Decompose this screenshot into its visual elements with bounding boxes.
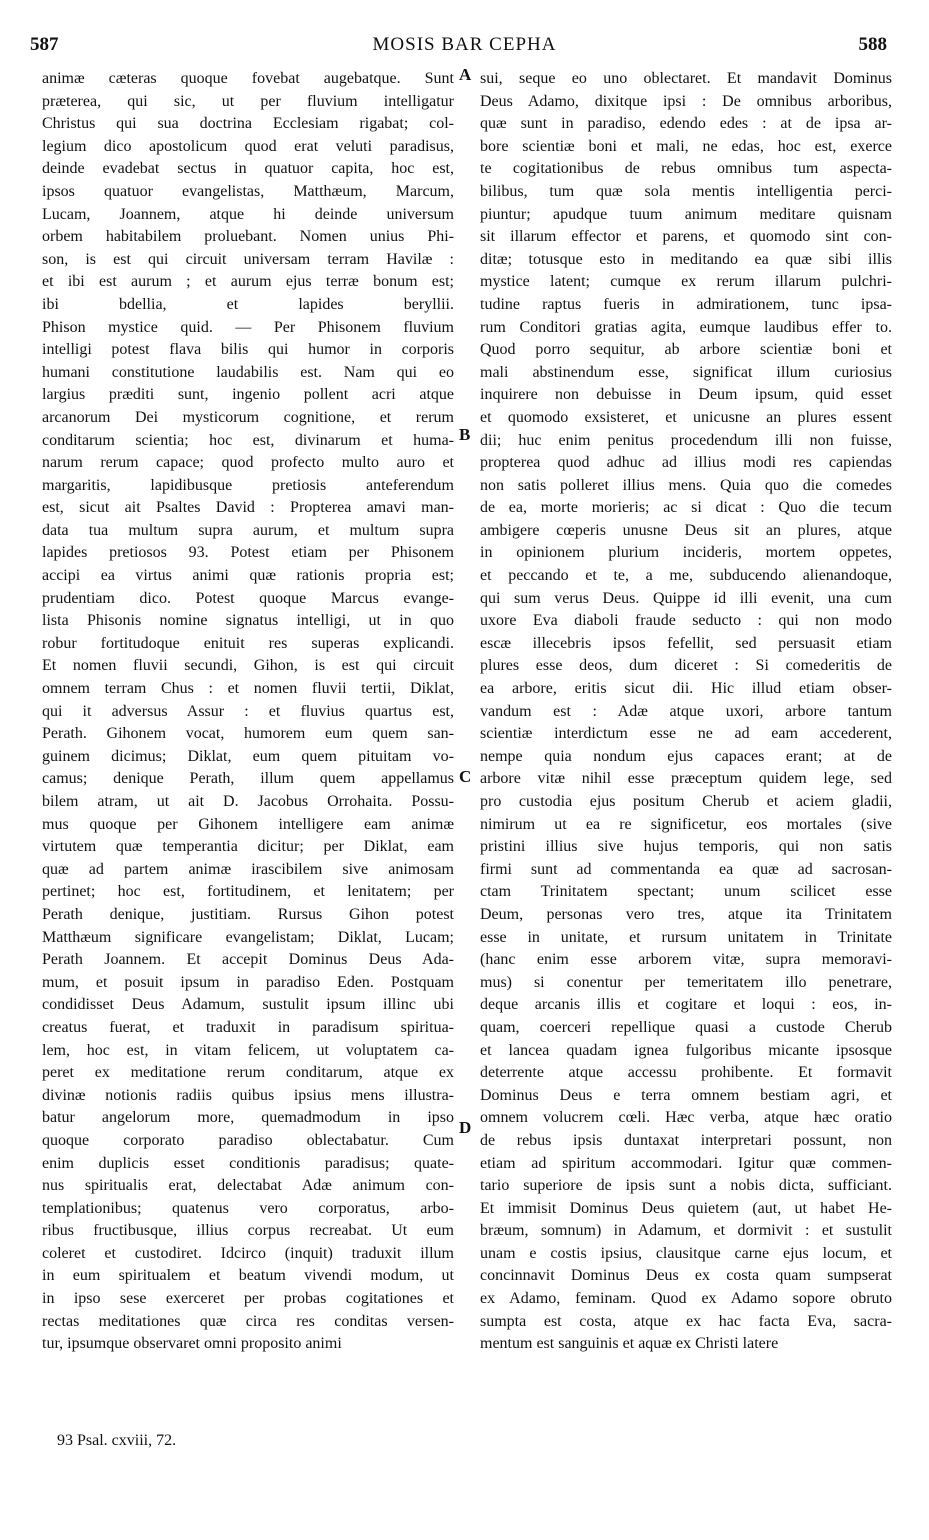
text-line: lem, hoc est, in vitam felicem, ut voluptatem ca- bbox=[42, 1041, 454, 1059]
text-line: mus quoque per Gihonem intelligere eam animæ bbox=[42, 815, 454, 833]
text-line: accipi ea virtus animi quæ rationis propria est; bbox=[42, 567, 454, 585]
text-line: pertinet; hoc est, fortitudinem, et lenitatem; per bbox=[42, 883, 454, 901]
text-line: dii; huc enim penitus procedendum illi non fuisse, bbox=[480, 431, 892, 449]
text-line: etiam ad spiritum accommodari. Igitur quæ commen- bbox=[480, 1154, 892, 1172]
text-line: ex Adamo, feminam. Quod ex Adamo sopore obruto bbox=[480, 1290, 892, 1308]
text-line: ipsos quatuor evangelistas, Matthæum, Marcum, bbox=[42, 182, 454, 200]
text-line: nus spiritualis erat, delectabat Adæ animum con- bbox=[42, 1177, 454, 1195]
text-line: scientiæ interdictum esse ne ad eam accederent, bbox=[480, 725, 892, 743]
text-line: Deus Adamo, dixitque ipsi : De omnibus arboribus, bbox=[480, 92, 892, 110]
text-line: bilibus, tum quæ sola mentis intelligentia perci- bbox=[480, 182, 892, 200]
text-line: largius præditi sunt, ingenio pollent acri atque bbox=[42, 386, 454, 404]
text-line: in eum spiritualem et beatum vivendi modum, ut bbox=[42, 1267, 454, 1285]
text-line: Perath Joannem. Et accepit Dominus Deus Ada- bbox=[42, 951, 454, 969]
text-line: coleret et custodiret. Idcirco (inquit) traduxit illum bbox=[42, 1244, 454, 1262]
text-line: arbore vitæ nihil esse præceptum quidem lege, sed bbox=[480, 770, 892, 788]
text-line: mum, et posuit ipsum in paradiso Eden. Postquam bbox=[42, 973, 454, 991]
text-line: guinem dicimus; Diklat, eum quem pituitam vo- bbox=[42, 747, 454, 765]
text-line: mus) si conentur per temeritatem illo penetrare, bbox=[480, 973, 892, 991]
text-line: in opinionem plurium incideris, mortem oppetes, bbox=[480, 544, 892, 562]
text-line: et ibi est aurum ; et aurum ejus terræ bonum est; bbox=[42, 273, 454, 291]
running-head: MOSIS BAR CEPHA bbox=[372, 34, 557, 55]
margin-marker-b: B bbox=[459, 425, 471, 444]
text-line: deque arcanis illis et cogitare et loqui : eos, in- bbox=[480, 996, 892, 1014]
text-line: mali abstinendum esse, significat illum curiosius bbox=[480, 363, 892, 381]
text-line: legium dico apostolicum quod erat veluti paradisus, bbox=[42, 137, 454, 155]
text-line: unam e costis ipsius, clausitque carne ejus locum, et bbox=[480, 1244, 892, 1262]
text-line: omnem volucrem cœli. Hæc verba, atque hæc oratio bbox=[480, 1109, 892, 1127]
text-line: quoque corporato paradiso oblectabatur. Cum bbox=[42, 1131, 454, 1149]
text-line: sit illarum effector et parens, et quomodo sint con- bbox=[480, 228, 892, 246]
text-line: lapides pretiosos 93. Potest etiam per Phisonem bbox=[42, 544, 454, 562]
text-line: tur, ipsumque observaret omni proposito animi bbox=[42, 1335, 342, 1353]
text-line: tario superiore de ipsis sunt a nobis dicta, sufficiant. bbox=[480, 1177, 892, 1195]
text-line: uxore Eva diaboli fraude seducto : qui non modo bbox=[480, 612, 892, 630]
text-line: peret ex meditatione rerum conditarum, atque ex bbox=[42, 1064, 454, 1082]
text-line: propterea quod adhuc ad illius modi res capiendas bbox=[480, 454, 892, 472]
text-line: lista Phisonis nomine signatus intelligi, ut in quo bbox=[42, 612, 454, 630]
text-line: esse in unitate, et rursum unitatem in Trinitate bbox=[480, 928, 892, 946]
text-line: inquirere non debuisse in Deum ipsum, quid esset bbox=[480, 386, 892, 404]
text-line: prudentiam dico. Potest quoque Marcus evange- bbox=[42, 589, 454, 607]
text-line: bilem atram, ut ait D. Jacobus Orrohaita. Possu- bbox=[42, 793, 454, 810]
text-line: Phison mystice quid. — Per Phisonem fluvium bbox=[42, 318, 454, 336]
text-line: creatus fuerat, et traduxit in paradisum spiritua- bbox=[42, 1018, 454, 1036]
text-line: vandum est : Adæ atque uxori, arbore tantum bbox=[480, 702, 892, 720]
text-line: templationibus; quatenus vero corporatus, arbo- bbox=[42, 1199, 454, 1217]
text-line: batur angelorum more, quemadmodum in ipso bbox=[42, 1109, 454, 1127]
text-line: Quod porro sequitur, ab arbore scientiæ boni et bbox=[480, 341, 892, 359]
text-line: mentum est sanguinis et aquæ ex Christi latere bbox=[480, 1335, 779, 1353]
text-line: conditarum scientia; hoc est, divinarum et huma- bbox=[42, 431, 454, 449]
text-line: condidisset Deus Adamum, sustulit ipsum illinc ubi bbox=[42, 996, 454, 1014]
text-line: escæ illecebris ipsos fefellit, sed persuasit etiam bbox=[480, 634, 892, 652]
text-line: sui, seque eo uno oblectaret. Et mandavit Dominus bbox=[480, 70, 892, 87]
text-line: nempe quia nondum ejus capaces erant; at de bbox=[480, 747, 892, 765]
text-line: intelligi potest flava bilis qui humor in corporis bbox=[42, 341, 454, 359]
text-line: pro custodia ejus positum Cherub et aciem gladii, bbox=[480, 793, 892, 810]
text-line: quæ sunt in paradiso, edendo edes : at de ipsa ar- bbox=[480, 115, 892, 133]
text-line: te cogitationibus de rebus omnibus tum aspecta- bbox=[480, 160, 892, 178]
text-line: plures esse deos, dum diceret : Si comederitis de bbox=[480, 657, 892, 675]
text-line: Christus qui sua doctrina Ecclesiam rigabat; col- bbox=[42, 115, 454, 133]
text-line: arcanorum Dei mysticorum cognitione, et rerum bbox=[42, 408, 454, 426]
page-number-right: 588 bbox=[858, 34, 887, 55]
text-line: orbem habitabilem proluebant. Nomen unius Phi- bbox=[42, 228, 454, 246]
text-line: divinæ notionis radiis quibus ipsius mens illustra- bbox=[42, 1086, 454, 1104]
text-line: humani constitutione laudabilis est. Nam qui eo bbox=[42, 363, 454, 381]
text-line: mystice latent; cumque ex rerum illarum pulchri- bbox=[480, 273, 892, 291]
text-line: camus; denique Perath, illum quem appellamus bbox=[42, 770, 454, 788]
page-number-left: 587 bbox=[30, 34, 59, 55]
text-line: deinde evadebat sectus in quatuor capita, hoc est, bbox=[42, 160, 454, 178]
text-line: data tua multum supra aurum, et multum supra bbox=[42, 521, 454, 539]
text-line: animæ cæteras quoque fovebat augebatque. Sunt bbox=[42, 70, 454, 87]
text-line: tudine raptus fueris in admirationem, tunc ipsa- bbox=[480, 295, 892, 313]
text-line: Dominus Deus e terra omnem bestiam agri, et bbox=[480, 1086, 892, 1104]
text-line: et lancea quadam ignea fulgoribus micante ipsosque bbox=[480, 1041, 892, 1059]
text-line: robur fortitudoque enituit res superas explicandi. bbox=[42, 634, 454, 652]
text-line: narum rerum capace; quod profecto multo auro et bbox=[42, 454, 454, 472]
text-line: ribus fructibusque, illius corpus recreabat. Ut eum bbox=[42, 1222, 454, 1240]
footnote: 93 Psal. cxviii, 72. bbox=[57, 1432, 177, 1449]
text-line: bræum, somnum) in Adamum, et dormivit : et sustulit bbox=[480, 1222, 892, 1240]
text-line: ditæ; totusque esto in meditando ea quæ sibi illis bbox=[480, 250, 892, 268]
text-line: rectas meditationes quæ circa res conditas versen- bbox=[42, 1312, 454, 1330]
text-line: rum Conditori gratias agita, eumque laudibus effer to. bbox=[480, 318, 892, 336]
text-line: piuntur; apudque tuum animum meditare quisnam bbox=[480, 205, 892, 223]
text-line: sumpta est costa, atque ex hac facta Eva, sacra- bbox=[480, 1312, 892, 1330]
text-line: ambigere cœperis unusne Deus sit an plures, atque bbox=[480, 521, 892, 539]
text-line: ibi bdellia, et lapides beryllii. bbox=[42, 295, 454, 313]
text-line: son, is est qui circuit universam terram Havilæ : bbox=[42, 250, 454, 268]
text-line: bore scientiæ boni et mali, ne edas, hoc est, exerce bbox=[480, 137, 892, 155]
text-line: et quomodo exsisteret, et unicusne an plures essent bbox=[480, 408, 892, 426]
margin-marker-c: C bbox=[459, 767, 472, 786]
text-line: deterrente atque accessu prohibente. Et formavit bbox=[480, 1064, 892, 1082]
text-line: enim duplicis esset conditionis paradisus; quate- bbox=[42, 1154, 454, 1172]
text-line: Perath denique, justitiam. Rursus Gihon potest bbox=[42, 905, 454, 923]
text-line: qui it adversus Assur : et fluvius quartus est, bbox=[42, 702, 454, 720]
margin-marker-a: A bbox=[459, 65, 472, 84]
text-line: quam, coerceri repellique quasi a custode Cherub bbox=[480, 1018, 892, 1036]
text-line: ctam Trinitatem spectant; unum scilicet esse bbox=[480, 883, 892, 901]
text-line: præterea, qui sic, ut per fluvium intelligatur bbox=[42, 92, 454, 110]
text-line: qui sum verus Deus. Quippe id illi evenit, una cum bbox=[480, 589, 892, 607]
text-line: ea arbore, eritis sicut dii. Hic illud etiam obser- bbox=[480, 680, 892, 698]
text-line: Et nomen fluvii secundi, Gihon, is est qui circuit bbox=[42, 657, 454, 675]
text-line: et peccando et te, a me, subducendo alienandoque, bbox=[480, 567, 892, 585]
text-line: Lucam, Joannem, atque hi deinde universum bbox=[42, 205, 454, 223]
text-line: de ea, morte morieris; ac si dicat : Quo die tecum bbox=[480, 499, 892, 517]
text-line: (hanc enim esse arborem vitæ, supra memoravi- bbox=[480, 951, 892, 969]
text-line: concinnavit Dominus Deus ex costa quam sumpserat bbox=[480, 1267, 892, 1285]
text-line: Deum, personas vero tres, atque ita Trinitatem bbox=[480, 905, 892, 923]
text-line: nimirum ut ea re significetur, eos mortales (sive bbox=[480, 815, 892, 833]
text-line: virtutem quæ temperantia dicitur; per Diklat, eam bbox=[42, 838, 454, 856]
left-column bbox=[42, 68, 454, 1356]
text-line: pristini illius sive hujus temporis, qui non satis bbox=[480, 838, 892, 856]
text-line: Matthæum significare evangelistam; Diklat, Lucam; bbox=[42, 928, 454, 946]
text-line: quæ ad partem animæ irascibilem sive animosam bbox=[42, 860, 454, 878]
margin-marker-d: D bbox=[459, 1118, 472, 1137]
text-line: Perath. Gihonem vocat, humorem eum quem san- bbox=[42, 725, 454, 743]
right-column bbox=[480, 68, 892, 1356]
text-line: est, sicut ait Psaltes David : Propterea amavi man- bbox=[42, 499, 454, 517]
text-line: non satis polleret illius mens. Quia quo die comedes bbox=[480, 476, 892, 494]
text-line: in ipso sese exerceret per probas cogitationes et bbox=[42, 1290, 454, 1308]
text-line: firmi sunt ad commentanda ea quæ ad sacrosan- bbox=[480, 860, 892, 878]
text-line: margaritis, lapidibusque pretiosis anteferendum bbox=[42, 476, 454, 494]
text-line: Et immisit Dominus Deus quietem (aut, ut habet He- bbox=[480, 1199, 892, 1217]
text-line: omnem terram Chus : et nomen fluvii tertii, Diklat, bbox=[42, 680, 454, 698]
text-line: de rebus ipsis duntaxat interpretari possunt, non bbox=[480, 1131, 892, 1149]
